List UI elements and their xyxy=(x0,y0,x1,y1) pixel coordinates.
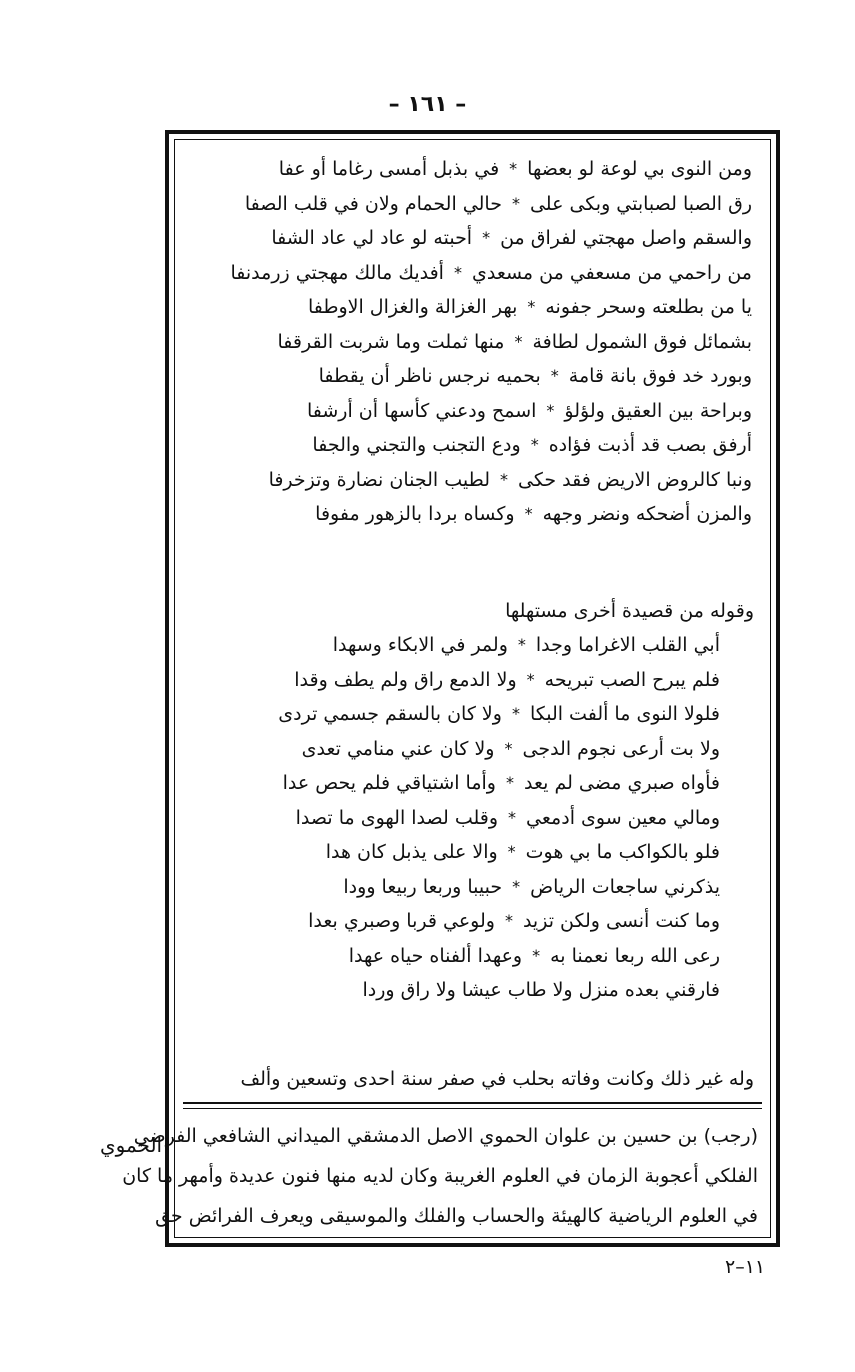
hemistich-second: ولوعي قربا وصبري بعدا xyxy=(308,910,495,932)
hemistich-first: فارقني بعده منزل ولا طاب عيشا ولا راق وردا xyxy=(362,979,720,1001)
verse-separator: * xyxy=(507,842,516,861)
verse-separator: * xyxy=(511,704,520,723)
verse-separator: * xyxy=(504,911,513,930)
verse-line xyxy=(189,325,752,360)
verse-separator: * xyxy=(546,400,555,420)
verse-line xyxy=(189,497,752,532)
verse-line xyxy=(189,187,752,222)
page-number: – ١٦١ – xyxy=(388,92,467,117)
hemistich-second: وكساه بردا بالزهور مفوفا xyxy=(315,503,515,525)
hemistich-second: بحميه نرجس ناظر أن يقطفا xyxy=(318,365,541,387)
hemistich-first: أبي القلب الاغراما وجدا xyxy=(535,634,720,656)
bio-line: الفلكي أعجوبة الزمان في العلوم الغريبة وكان لديه منها فنون عديدة وأمهر ما كان xyxy=(122,1165,758,1187)
verse-line xyxy=(189,290,752,325)
verse-line xyxy=(189,256,752,291)
verse-separator: * xyxy=(509,159,518,178)
hemistich-first: رعى الله ربعا نعمنا به xyxy=(550,944,720,967)
poem-1 xyxy=(189,152,752,532)
closing-line: وله غير ذلك وكانت وفاته بحلب في صفر سنة احدى وتسعين وألف xyxy=(240,1068,754,1090)
verse-line xyxy=(189,732,720,767)
verse-separator: * xyxy=(500,469,508,489)
hemistich-first: وبراحة بين العقيق ولؤلؤ xyxy=(564,399,752,422)
verse-separator: * xyxy=(524,504,533,523)
verse-separator: * xyxy=(512,876,521,896)
verse-line xyxy=(189,221,752,256)
verse-line xyxy=(189,628,720,663)
margin-note: الحموي xyxy=(100,1133,163,1157)
hemistich-second: أفديك مالك مهجتي زرمدنفا xyxy=(230,261,444,284)
hemistich-first: وبورد خد فوق بانة قامة xyxy=(568,365,752,387)
section-rule-thin xyxy=(183,1108,762,1109)
section-rule xyxy=(183,1102,762,1104)
hemistich-second: ولا كان عني منامي تعدى xyxy=(301,737,495,760)
hemistich-second: لطيب الجنان نضارة وتزخرفا xyxy=(268,468,490,491)
verse-separator: * xyxy=(532,945,541,965)
bio-line: (رجب) بن حسين بن علوان الحموي الاصل الدمشقي الميداني الشافعي الفرضي xyxy=(133,1125,758,1147)
hemistich-first: يذكرني ساجعات الرياض xyxy=(530,875,720,898)
verse-separator: * xyxy=(530,435,539,454)
verse-separator: * xyxy=(527,297,536,316)
hemistich-second: في بذبل أمسى رغاما أو عفا xyxy=(278,158,500,180)
hemistich-first: ولا بت أرعى نجوم الدجى xyxy=(522,737,720,760)
hemistich-second: ودع التجنب والتجني والجفا xyxy=(312,434,521,456)
hemistich-second: وعهدا ألفناه حياه عهدا xyxy=(348,944,523,967)
verse-line xyxy=(189,697,720,732)
hemistich-first: ومالي معين سوى أدمعي xyxy=(526,806,720,829)
hemistich-second: وقلب لصدا الهوى ما تصدا xyxy=(295,806,499,829)
hemistich-second: اسمح ودعني كأسها أن أرشفا xyxy=(306,399,537,422)
verse-separator: * xyxy=(453,262,462,282)
hemistich-first: والسقم واصل مهجتي لفراق من xyxy=(500,227,752,249)
verse-separator: * xyxy=(505,773,514,792)
bio-line: في العلوم الرياضية كالهيئة والحساب والفلك والموسيقى ويعرف الفرائض حق xyxy=(155,1205,758,1227)
hemistich-second: بهر الغزالة والغزال الاوطفا xyxy=(307,296,518,318)
verse-separator: * xyxy=(482,228,491,247)
verse-line xyxy=(189,766,720,801)
verse-line xyxy=(189,939,720,974)
verse-separator: * xyxy=(511,193,520,213)
hemistich-first: أرفق بصب قد أذبت فؤاده xyxy=(548,434,752,456)
verse-separator: * xyxy=(517,635,526,654)
verse-line xyxy=(189,801,720,836)
hemistich-first: فأواه صبري مضى لم يعد xyxy=(523,772,720,794)
hemistich-second: ولا كان بالسقم جسمي تردى xyxy=(278,703,502,725)
hemistich-first: ونبا كالروض الاريض فقد حكى xyxy=(518,468,752,491)
hemistich-second: والا على يذبل كان هدا xyxy=(325,841,498,863)
verse-line xyxy=(189,663,720,698)
hemistich-first: بشمائل فوق الشمول لطافة xyxy=(532,330,752,353)
verse-line xyxy=(189,870,720,905)
verse-separator: * xyxy=(526,669,535,689)
hemistich-first: والمزن أضحكه ونضر وجهه xyxy=(542,503,752,525)
verse-separator: * xyxy=(504,738,513,758)
hemistich-first: يا من بطلعته وسحر جفونه xyxy=(545,296,752,318)
hemistich-second: ولا الدمع راق ولم يطف وقدا xyxy=(294,668,517,691)
hemistich-first: من راحمي من مسعفي من مسعدي xyxy=(471,261,752,284)
hemistich-second: وأما اشتياقي فلم يحص عدا xyxy=(282,772,496,794)
hemistich-second: حبيبا وربعا ربيعا وودا xyxy=(343,875,503,898)
poem-2 xyxy=(189,628,720,1008)
signature-mark: ١١–٢ xyxy=(725,1256,766,1278)
hemistich-first: وما كنت أنسى ولكن تزيد xyxy=(522,910,720,932)
hemistich-first: رق الصبا لصبابتي وبكى على xyxy=(529,192,752,215)
verse-line xyxy=(189,428,752,463)
hemistich-first: فلولا النوى ما ألفت البكا xyxy=(529,703,720,725)
verse-line xyxy=(189,835,720,870)
intro-line: وقوله من قصيدة أخرى مستهلها xyxy=(505,600,754,622)
verse-separator: * xyxy=(508,807,517,827)
biography xyxy=(122,1116,758,1236)
text-frame xyxy=(122,130,780,1247)
hemistich-second: أحبته لو عاد لي عاد الشفا xyxy=(271,227,473,249)
hemistich-second: منها ثملت وما شربت القرقفا xyxy=(277,330,505,353)
hemistich-first: ومن النوى بي لوعة لو بعضها xyxy=(527,158,752,180)
verse-line xyxy=(189,973,720,1008)
verse-line xyxy=(189,394,752,429)
verse-separator: * xyxy=(514,331,523,351)
verse-line xyxy=(189,463,752,498)
verse-line xyxy=(189,904,720,939)
verse-line xyxy=(189,359,752,394)
verse-line xyxy=(189,152,752,187)
hemistich-second: حالي الحمام ولان في قلب الصفا xyxy=(244,192,502,215)
verse-separator: * xyxy=(550,366,559,385)
hemistich-first: فلم يبرح الصب تبريحه xyxy=(544,668,720,691)
hemistich-second: ولمر في الابكاء وسهدا xyxy=(332,634,508,656)
hemistich-first: فلو بالكواكب ما بي هوت xyxy=(525,841,720,863)
